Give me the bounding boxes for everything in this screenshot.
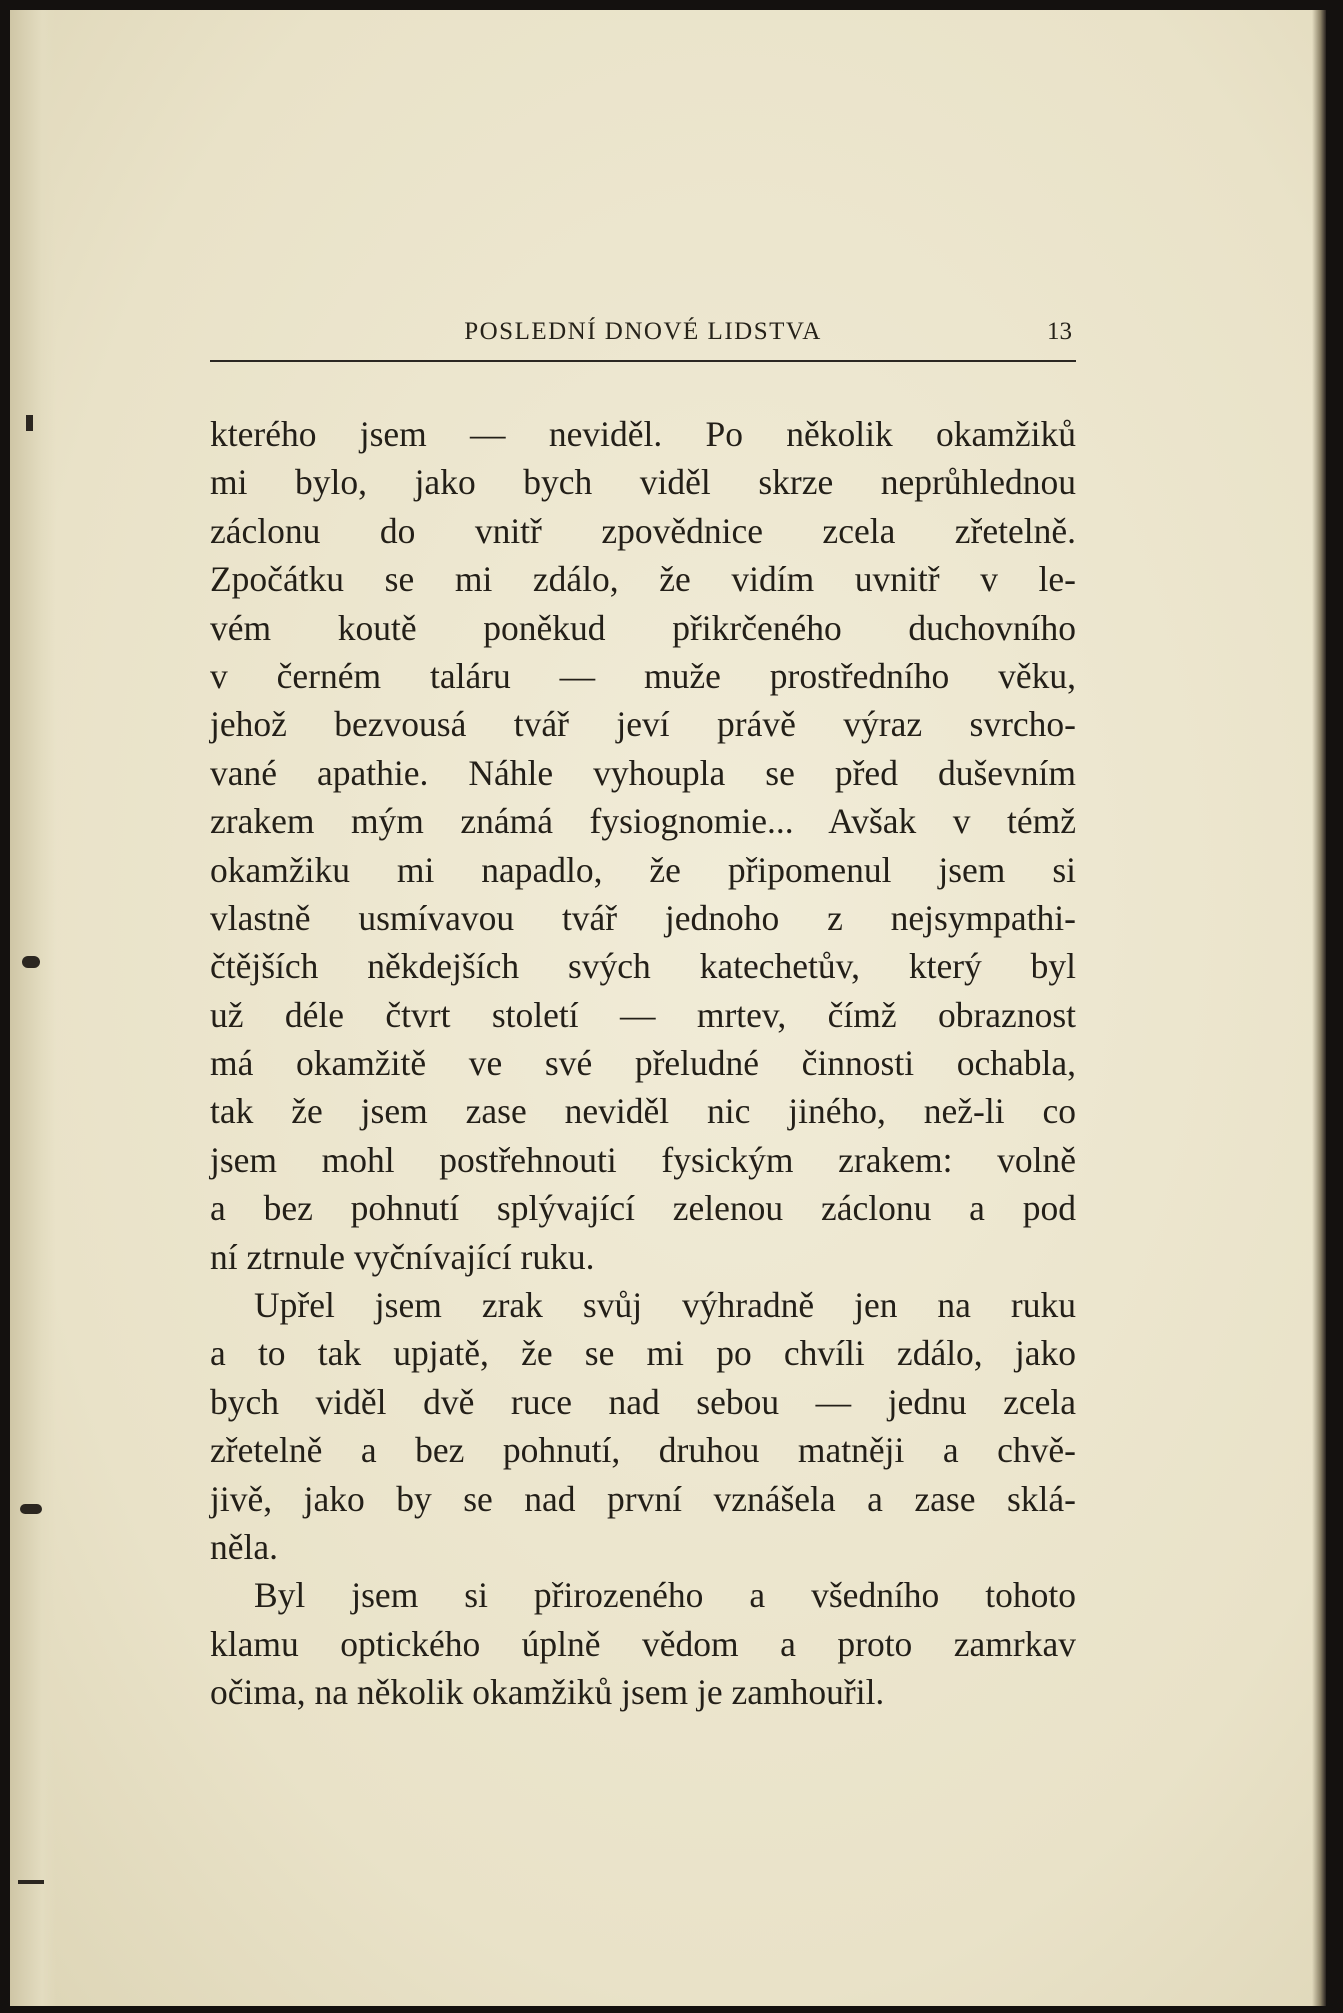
text-line: klamu optického úplně vědom a proto zamrkav bbox=[210, 1623, 1076, 1664]
text-line: a bez pohnutí splývající zelenou záclonu a pod bbox=[210, 1188, 1076, 1229]
text-line: a to tak upjatě, že se mi po chvíli zdálo, jako bbox=[210, 1333, 1076, 1374]
text-line: bych viděl dvě ruce nad sebou — jednu zcela bbox=[210, 1381, 1076, 1422]
text-line: vané apathie. Náhle vyhoupla se před duševním bbox=[210, 752, 1076, 793]
text-line: zrakem mým známá fysiognomie... Avšak v témž bbox=[210, 801, 1076, 842]
text-line: záclonu do vnitř zpovědnice zcela zřetelně. bbox=[210, 510, 1076, 551]
text-line: zřetelně a bez pohnutí, druhou matněji a chvě- bbox=[210, 1430, 1076, 1471]
page-number: 13 bbox=[1047, 318, 1072, 345]
paragraph bbox=[210, 1281, 1076, 1571]
text-line: ní ztrnule vyčnívající ruku. bbox=[210, 1236, 595, 1277]
paragraph bbox=[210, 1571, 1076, 1716]
margin-mark bbox=[18, 1880, 44, 1884]
page-gutter-shadow bbox=[10, 10, 56, 2006]
body-text bbox=[210, 410, 1076, 1717]
text-line: čtějších někdejších svých katechetův, který byl bbox=[210, 946, 1076, 987]
text-line: vém koutě poněkud přikrčeného duchovního bbox=[210, 607, 1076, 648]
text-line: má okamžitě ve své přeludné činnosti ochabla, bbox=[210, 1043, 1076, 1084]
text-line: jsem mohl postřehnouti fysickým zrakem: volně bbox=[210, 1139, 1076, 1180]
text-line: v černém taláru — muže prostředního věku, bbox=[210, 655, 1076, 696]
book-page bbox=[10, 10, 1326, 2006]
text-line: očima, na několik okamžiků jsem je zamhouřil. bbox=[210, 1672, 885, 1713]
page-header bbox=[210, 306, 1076, 362]
text-line: už déle čtvrt století — mrtev, čímž obraznost bbox=[210, 994, 1076, 1035]
text-line: jivě, jako by se nad první vznášela a zase sklá- bbox=[210, 1478, 1076, 1519]
text-line: Upřel jsem zrak svůj výhradně jen na ruku bbox=[254, 1285, 1076, 1326]
text-line: vlastně usmívavou tvář jednoho z nejsympathi- bbox=[210, 897, 1076, 938]
page-edge-shadow bbox=[1312, 10, 1326, 2006]
text-line: kterého jsem — neviděl. Po několik okamžiků bbox=[210, 414, 1076, 454]
margin-mark bbox=[22, 956, 40, 968]
text-line: okamžiku mi napadlo, že připomenul jsem si bbox=[210, 849, 1076, 890]
text-line: tak že jsem zase neviděl nic jiného, než-li co bbox=[210, 1091, 1076, 1132]
text-line: jehož bezvousá tvář jeví právě výraz svrcho- bbox=[210, 704, 1076, 745]
text-line: něla. bbox=[210, 1526, 279, 1567]
text-line: Byl jsem si přirozeného a všedního tohoto bbox=[254, 1575, 1076, 1616]
margin-mark bbox=[26, 415, 33, 431]
text-line: Zpočátku se mi zdálo, že vidím uvnitř v le- bbox=[210, 559, 1076, 600]
running-title: POSLEDNÍ DNOVÉ LIDSTVA bbox=[464, 318, 822, 345]
paragraph bbox=[210, 410, 1076, 1281]
text-line: mi bylo, jako bych viděl skrze neprůhlednou bbox=[210, 462, 1076, 503]
margin-mark bbox=[20, 1504, 42, 1514]
